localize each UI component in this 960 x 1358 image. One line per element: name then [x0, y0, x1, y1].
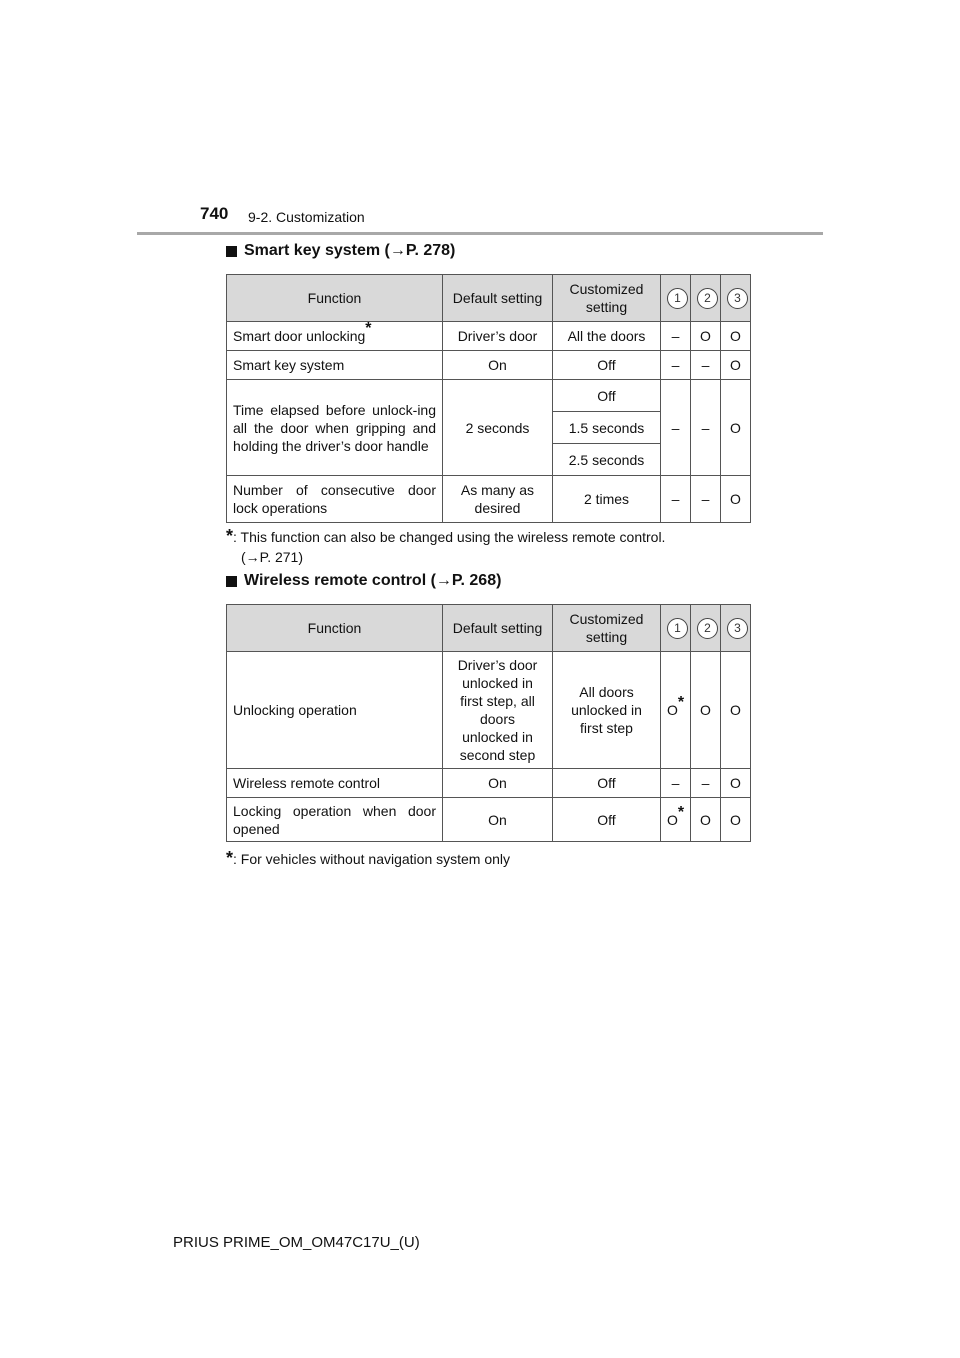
col-function: Function — [227, 605, 443, 652]
square-bullet-icon — [226, 246, 237, 257]
cell-customized: Off — [553, 798, 661, 842]
col-function: Function — [227, 275, 443, 322]
wireless-table — [226, 604, 751, 842]
cell-setting-1 — [661, 798, 691, 842]
asterisk-icon: * — [677, 694, 685, 712]
cell-setting-2: – — [691, 380, 721, 476]
col-customized: Customized setting — [553, 605, 661, 652]
wireless-footnote — [226, 848, 510, 869]
col-customized: Customized setting — [553, 275, 661, 322]
cell-default: As many as desired — [443, 476, 553, 523]
page-number: 740 — [200, 204, 229, 223]
cell-customized: All doors unlocked in first step — [553, 652, 661, 769]
cell-customized: All the doors — [553, 322, 661, 351]
cell-setting-1: – — [661, 476, 691, 523]
section-title: 9-2. Customization — [248, 209, 365, 225]
cell-setting-2: O — [691, 652, 721, 769]
table-row — [227, 769, 751, 798]
col-setting-2 — [691, 275, 721, 322]
wireless-heading-text: Wireless remote control (→P. 268) — [244, 572, 502, 589]
col-default: Default setting — [443, 275, 553, 322]
smart-key-heading-text: Smart key system (→P. 278) — [244, 242, 456, 259]
smart-key-heading — [226, 242, 455, 260]
cell-setting-3: O — [721, 769, 751, 798]
cell-customized: Off — [553, 351, 661, 380]
table-header-row — [227, 275, 751, 322]
col-setting-1 — [661, 275, 691, 322]
smart-key-footnote — [226, 526, 665, 567]
cell-setting-3: O — [721, 351, 751, 380]
circled-number-icon: 3 — [727, 288, 748, 309]
cell-function: Number of consecutive door lock operations — [227, 476, 443, 523]
cell-default: On — [443, 769, 553, 798]
circled-number-icon: 2 — [697, 288, 718, 309]
cell-setting-3: O — [721, 322, 751, 351]
col-setting-3 — [721, 605, 751, 652]
table-row — [227, 652, 751, 769]
cell-default: Driver’s door — [443, 322, 553, 351]
asterisk-icon: * — [365, 320, 372, 338]
footnote-ref: (→P. 271) — [241, 549, 303, 565]
cell-default: Driver’s door unlocked in first step, all doors unlocked in second step — [443, 652, 553, 769]
cell-setting-1: – — [661, 769, 691, 798]
cell-setting-2: O — [691, 322, 721, 351]
table-row — [227, 380, 751, 412]
cell-function — [227, 322, 443, 351]
cell-setting-3: O — [721, 380, 751, 476]
cell-setting-1: – — [661, 322, 691, 351]
cell-function: Time elapsed before unlock-ing all the door when gripping and holding the driver’s door handle — [227, 380, 443, 476]
cell-text: Smart door unlocking — [233, 328, 366, 344]
wireless-heading — [226, 572, 501, 590]
cell-setting-2: O — [691, 798, 721, 842]
cell-setting-1 — [661, 652, 691, 769]
square-bullet-icon — [226, 576, 237, 587]
circled-number-icon: 3 — [727, 618, 748, 639]
cell-setting-3: O — [721, 798, 751, 842]
cell-setting-2: – — [691, 476, 721, 523]
footnote-text: : For vehicles without navigation system only — [233, 851, 511, 867]
table-row — [227, 798, 751, 842]
cell-customized: Off — [553, 769, 661, 798]
cell-default: On — [443, 351, 553, 380]
cell-setting-2: – — [691, 351, 721, 380]
cell-setting-2: – — [691, 769, 721, 798]
col-setting-3 — [721, 275, 751, 322]
cell-customized: 1.5 seconds — [553, 412, 661, 444]
cell-function: Locking operation when door opened — [227, 798, 443, 842]
cell-text: O — [666, 702, 678, 718]
cell-default: On — [443, 798, 553, 842]
table-row — [227, 351, 751, 380]
header-rule — [137, 232, 823, 235]
cell-customized: 2 times — [553, 476, 661, 523]
cell-setting-3: O — [721, 652, 751, 769]
circled-number-icon: 1 — [667, 288, 688, 309]
table-header-row — [227, 605, 751, 652]
cell-default: 2 seconds — [443, 380, 553, 476]
col-setting-2 — [691, 605, 721, 652]
cell-function: Unlocking operation — [227, 652, 443, 769]
circled-number-icon: 2 — [697, 618, 718, 639]
smart-key-table — [226, 274, 751, 523]
circled-number-icon: 1 — [667, 618, 688, 639]
footer-doc-id: PRIUS PRIME_OM_OM47C17U_(U) — [173, 1234, 420, 1251]
cell-function: Smart key system — [227, 351, 443, 380]
col-default: Default setting — [443, 605, 553, 652]
cell-customized: Off — [553, 380, 661, 412]
footnote-text: : This function can also be changed using the wireless remote control. — [233, 529, 666, 545]
cell-text: O — [666, 811, 678, 828]
asterisk-icon: * — [226, 526, 234, 546]
cell-setting-3: O — [721, 476, 751, 523]
col-setting-1 — [661, 605, 691, 652]
asterisk-icon: * — [226, 848, 234, 868]
table-row — [227, 476, 751, 523]
asterisk-icon: * — [677, 803, 685, 821]
cell-setting-1: – — [661, 351, 691, 380]
cell-function: Wireless remote control — [227, 769, 443, 798]
table-row — [227, 322, 751, 351]
cell-setting-1: – — [661, 380, 691, 476]
cell-customized: 2.5 seconds — [553, 444, 661, 476]
